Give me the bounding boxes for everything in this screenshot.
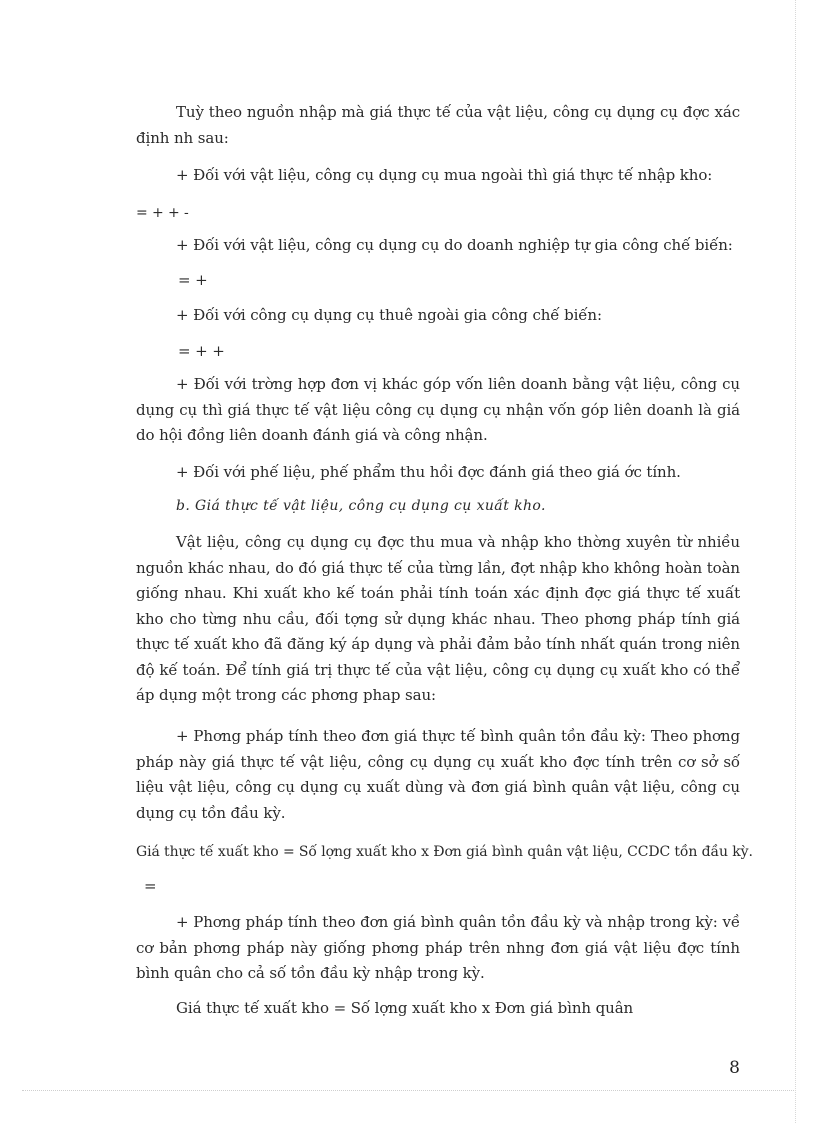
page-bottom-rule <box>22 1090 794 1091</box>
paragraph-intro: Tuỳ theo nguồn nhập mà giá thực tế của vật liệu, công cụ dụng cụ đợc xác định nh sau: <box>136 103 740 147</box>
paragraph-method-opening-average: + Phơng pháp tính theo đơn giá thực tế bình quân tồn đầu kỳ: Theo phơng pháp này giá thực tế vật liệu, công cụ dụng cụ xuất kho đợc tính trên cơ sở số liệu vật liệu, công cụ dụng cụ xuất dùng và đơn giá bình quân vật liệu, công cụ dụng cụ tồn đầu kỳ. <box>136 727 740 822</box>
paragraph-joint-venture: + Đối với trờng hợp đơn vị khác góp vốn liên doanh bằng vật liệu, công cụ dụng cụ thì giá thực tế vật liệu công cụ dụng cụ nhận vốn góp liên doanh là giá do hội đồng liên doanh đánh giá và công nhận. <box>136 375 740 444</box>
formula-period-average: Giá thực tế xuất kho = Số lợng xuất kho x Đơn giá bình quân <box>176 999 634 1017</box>
formula-purchased: = + + - <box>136 205 189 221</box>
formula-outsourced: = + + <box>178 342 225 360</box>
formula-self-processed: = + <box>178 271 208 289</box>
section-heading-b: b. Giá thực tế vật liệu, công cụ dụng cụ xuất kho. <box>176 498 546 514</box>
paragraph-purchased: + Đối với vật liệu, công cụ dụng cụ mua ngoài thì giá thực tế nhập kho: <box>176 166 713 184</box>
formula-opening-average: Giá thực tế xuất kho = Số lợng xuất kho x Đơn giá bình quân vật liệu, CCDC tồn đầu kỳ. <box>136 844 753 860</box>
paragraph-scrap: + Đối với phế liệu, phế phẩm thu hồi đợc đánh giá theo giá ớc tính. <box>176 463 681 481</box>
paragraph-export-pricing: Vật liệu, công cụ dụng cụ đợc thu mua và nhập kho thờng xuyên từ nhiều nguồn khác nhau, do đó giá thực tế của từng lần, đợt nhập kho không hoàn toàn giống nhau. Khi xuất kho kế toán phải tính toán xác định đợc giá thực tế xuất kho cho từng nhu cầu, đối tợng sử dụng khác nhau. Theo phơng pháp tính giá thực tế xuất kho đã đăng ký áp dụng và phải đảm bảo tính nhất quán trong niên độ kế toán. Để tính giá trị thực tế của vật liệu, công cụ dụng cụ xuất kho có thể áp dụng một trong các phơng phap sau: <box>136 533 740 704</box>
paragraph-method-period-average: + Phơng pháp tính theo đơn giá bình quân tồn đầu kỳ và nhập trong kỳ: về cơ bản phơng pháp này giống phơng pháp trên nhng đơn giá vật liệu đợc tính bình quân cho cả số tồn đầu kỳ nhập trong kỳ. <box>136 913 740 982</box>
formula-equals: = <box>144 877 157 895</box>
page-number: 8 <box>729 1058 740 1078</box>
paragraph-self-processed: + Đối với vật liệu, công cụ dụng cụ do doanh nghiệp tự gia công chế biến: <box>176 236 733 254</box>
page-right-edge <box>795 0 796 1123</box>
paragraph-outsourced: + Đối với công cụ dụng cụ thuê ngoài gia công chế biến: <box>176 306 602 324</box>
